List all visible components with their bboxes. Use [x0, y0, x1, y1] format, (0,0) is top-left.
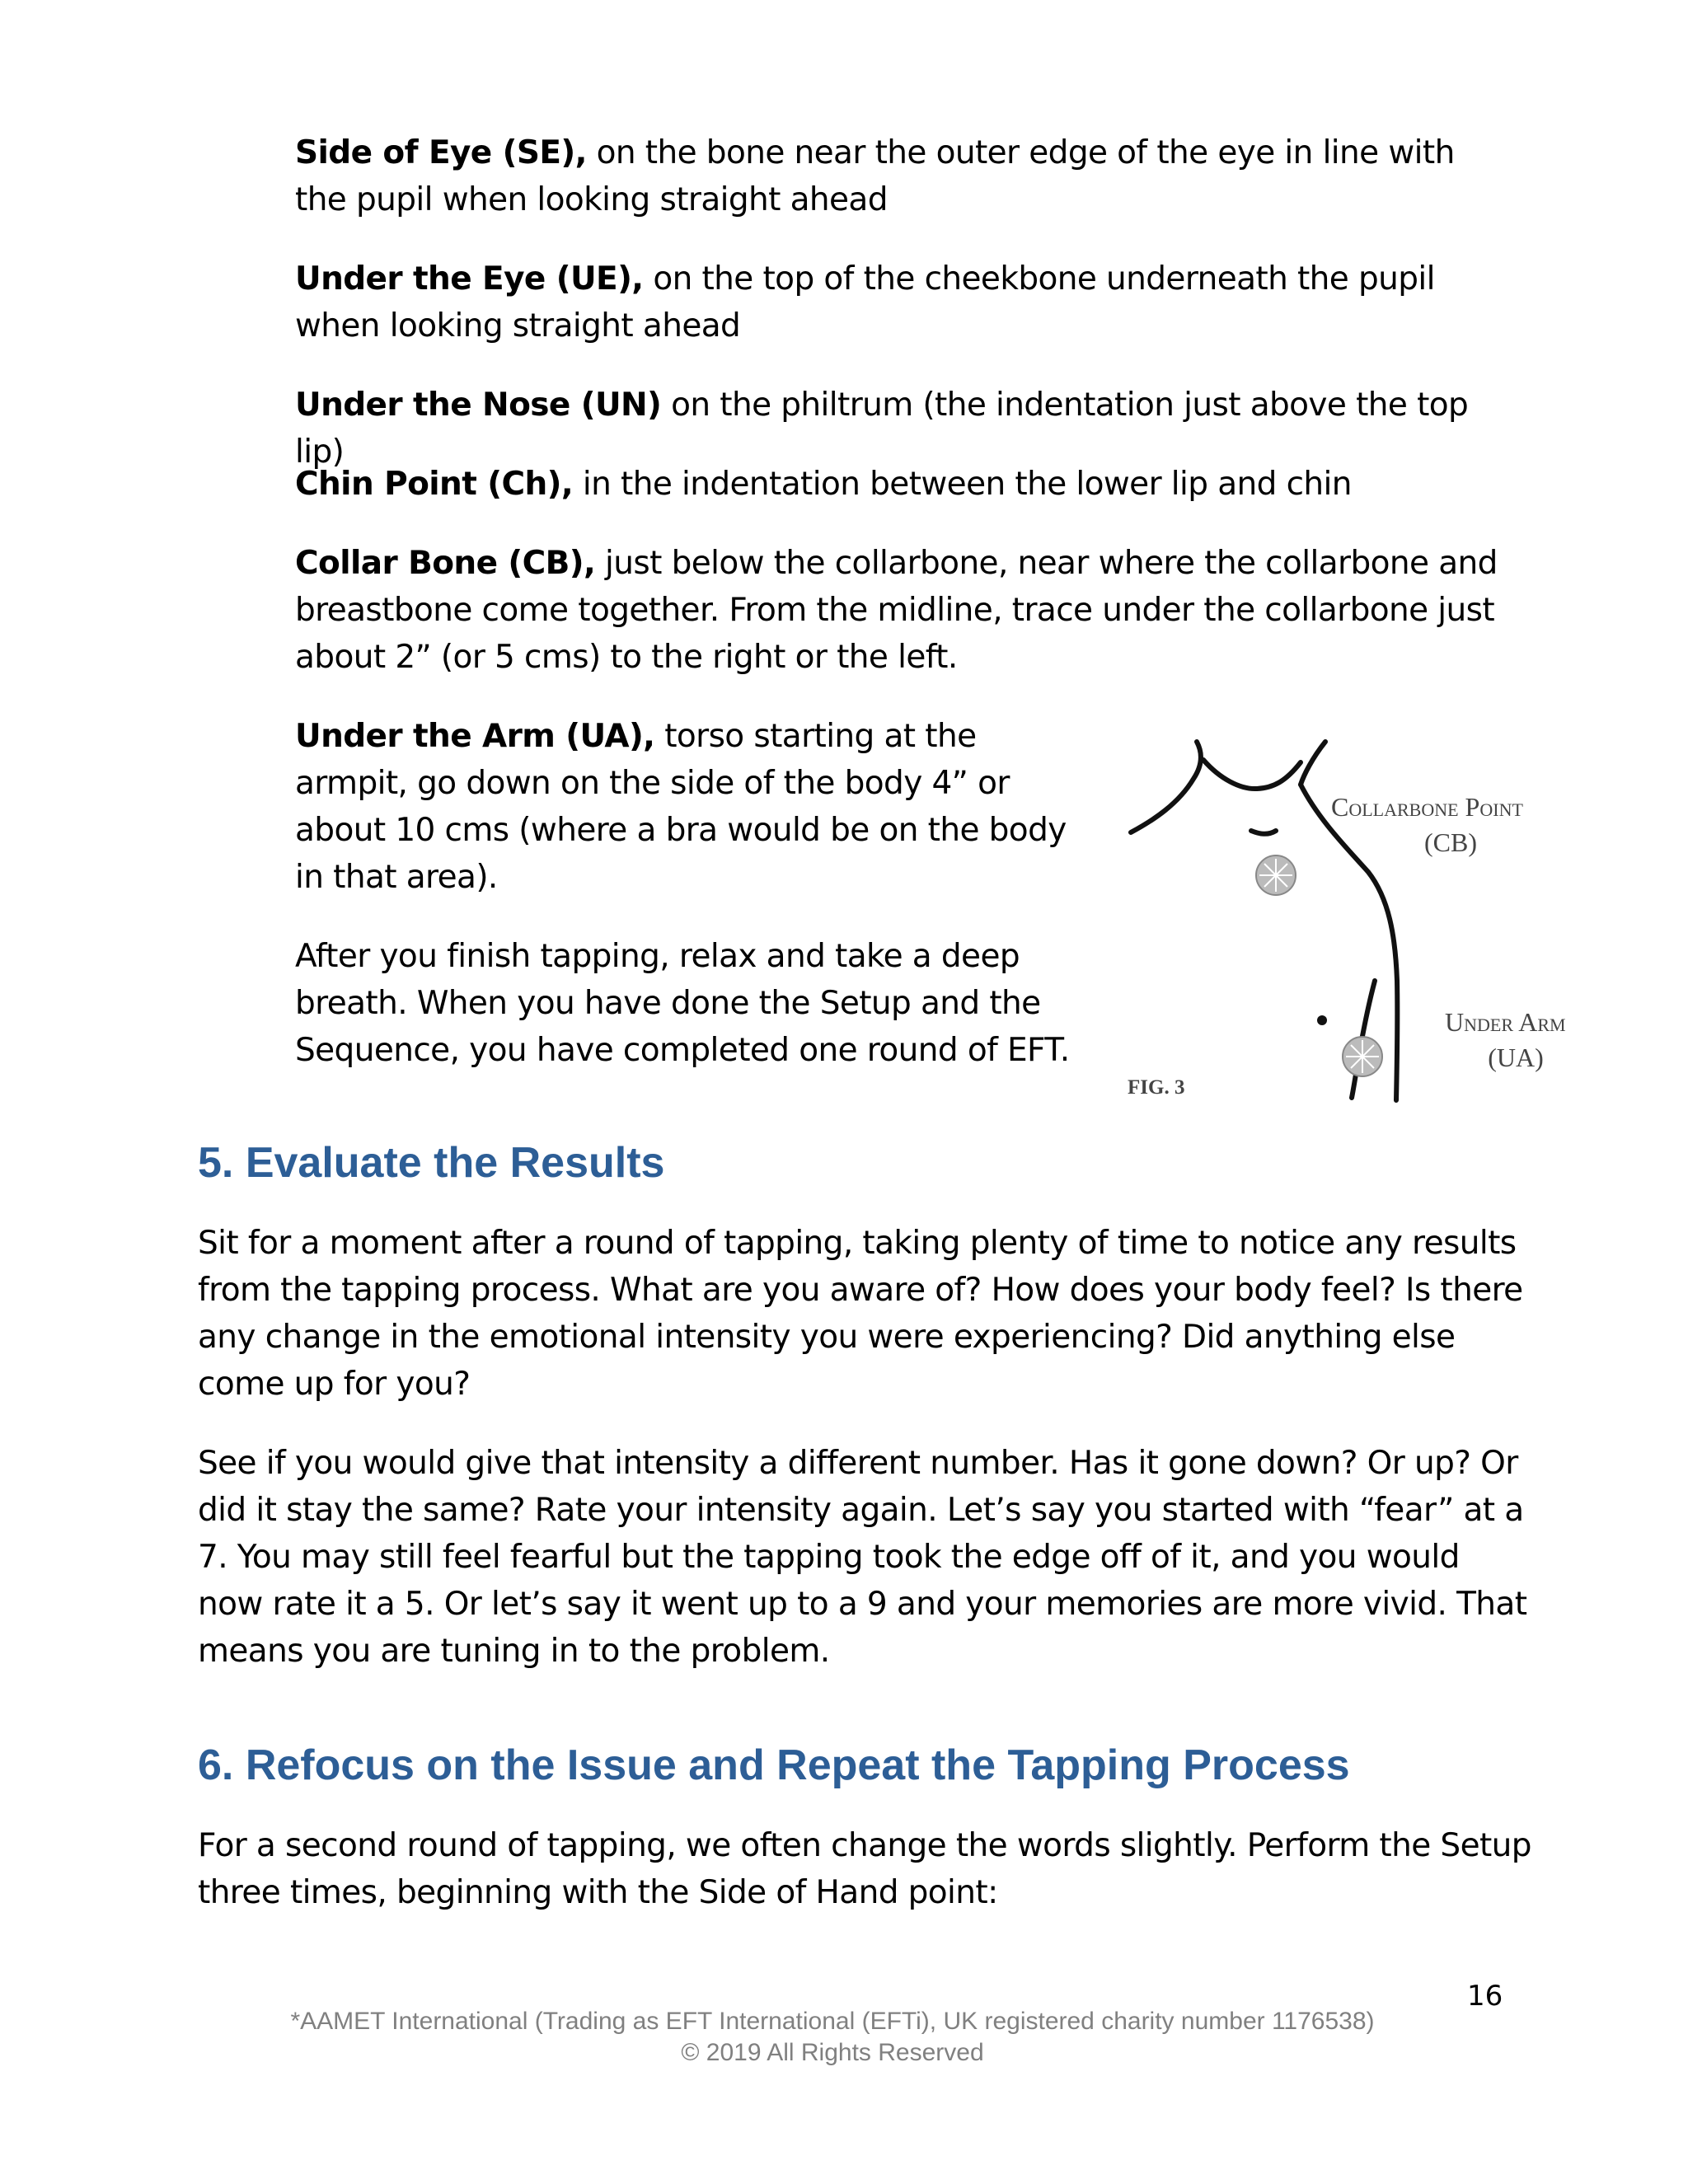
point-collar-bone: [295, 540, 1515, 681]
point-description: on the bone near the outer edge of the eye in line with the pupil when looking straight ahead: [295, 134, 1455, 218]
point-term: Collar Bone (CB),: [295, 545, 596, 582]
point-description: in the indentation between the lower lip and chin: [573, 466, 1352, 503]
footer-charity-line: *AAMET International (Trading as EFT International (EFTi), UK registered charity number 1176538): [290, 2008, 1375, 2035]
under-arm-label: Under Arm: [1445, 1007, 1566, 1037]
collarbone-tap-point: [1256, 855, 1296, 895]
section-5-heading: 5. Evaluate the Results: [198, 1139, 665, 1187]
point-term: Chin Point (Ch),: [295, 466, 574, 503]
point-term: Under the Arm (UA),: [295, 718, 655, 755]
page-number: 16: [1467, 1980, 1503, 2013]
section-5-paragraph-1: Sit for a moment after a round of tapping, taking plenty of time to notice any results from the tapping process. What are you aware of? How does your body feel? Is there any change in the emotional intensity you were experiencing? Did anything else come up for you?: [198, 1225, 1523, 1403]
section-6-heading: 6. Refocus on the Issue and Repeat the Tapping Process: [198, 1741, 1350, 1789]
under-arm-abbr: (UA): [1488, 1043, 1544, 1072]
collarbone-point-abbr: (CB): [1424, 827, 1477, 857]
point-term: Side of Eye (SE),: [295, 134, 587, 171]
point-description: just below the collarbone, near where the collarbone and breastbone come together. From the midline, trace under the collarbone just about 2” (or 5 cms) to the right or the left.: [295, 545, 1498, 676]
after-tapping-paragraph: After you finish tapping, relax and take a deep breath. When you have done the Setup and the Sequence, you have completed one round of EFT.: [295, 938, 1070, 1069]
section-5-paragraph-2: See if you would give that intensity a different number. Has it gone down? Or up? Or did it stay the same? Rate your intensity again. Let’s say you started with “fear” at a 7. You may still feel fearful but the tapping took the edge off of it, and you would now rate it a 5. Or let’s say it went up to a 9 and your memories are more vivid. That means you are tuning in to the problem.: [198, 1445, 1527, 1670]
underarm-tap-point: [1343, 1037, 1382, 1076]
point-under-arm: [295, 713, 1086, 901]
footer-copyright-line: © 2019 All Rights Reserved: [681, 2039, 984, 2066]
point-chin: [295, 461, 1515, 508]
nipple-dot: [1317, 1015, 1327, 1025]
figure-number-label: FIG. 3: [1128, 1076, 1185, 1099]
point-description: on the philtrum (the indentation just above the top lip): [295, 387, 1469, 471]
point-description: torso starting at the armpit, go down on the side of the body 4” or about 10 cms (where a bra would be on the body in that area).: [295, 718, 1067, 896]
point-term: Under the Eye (UE),: [295, 260, 644, 298]
point-term: Under the Nose (UN): [295, 387, 662, 424]
point-description: on the top of the cheekbone underneath the pupil when looking straight ahead: [295, 260, 1435, 344]
section-6-paragraph-1: For a second round of tapping, we often change the words slightly. Perform the Setup three times, beginning with the Side of Hand point:: [198, 1827, 1531, 1911]
collarbone-point-label: Collarbone Point: [1331, 792, 1523, 822]
point-under-eye: [295, 255, 1515, 349]
tapping-points-figure: [1121, 733, 1615, 1113]
point-side-of-eye: [295, 129, 1515, 223]
